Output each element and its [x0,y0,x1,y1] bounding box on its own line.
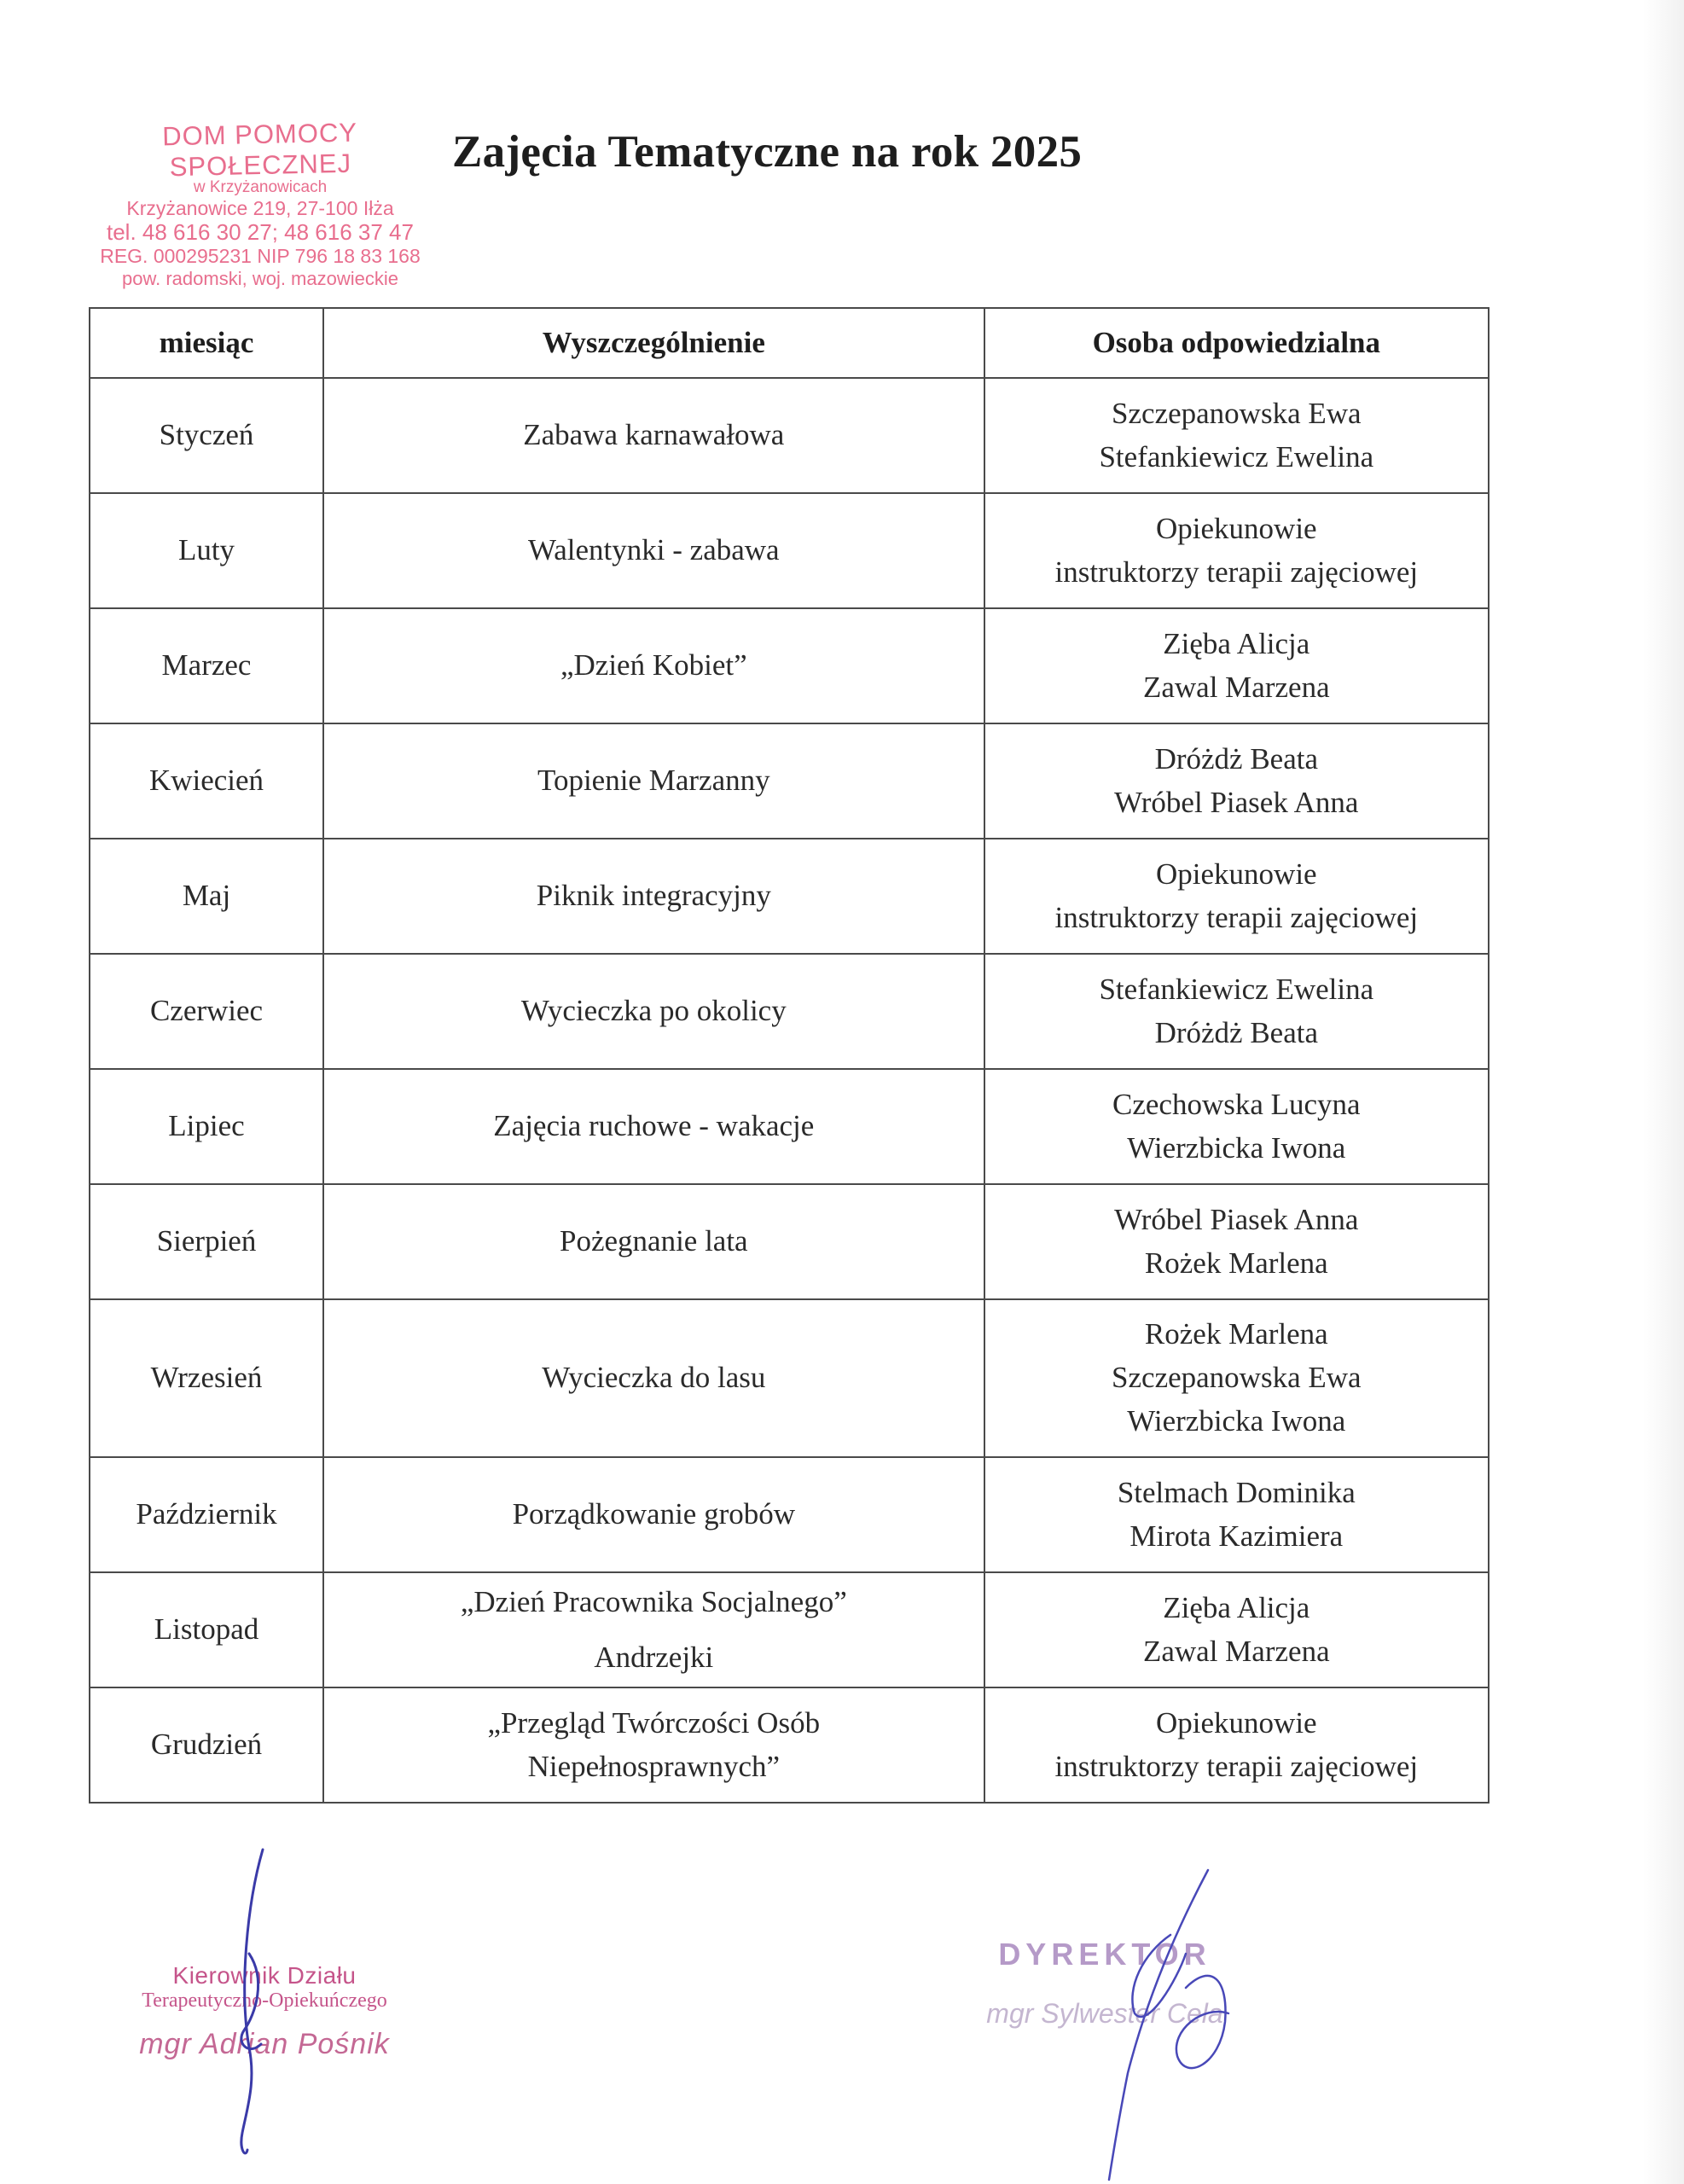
responsible-person: Stelmach Dominika [1117,1475,1356,1509]
responsible-person: Rożek Marlena [1144,1317,1328,1351]
signature-block-department-head [111,1962,418,2061]
activity-line: Porządkowanie grobów [512,1497,796,1531]
signature-role-line2: Terapeutyczno-Opiekuńczego [142,1989,387,2012]
cell-responsible [984,1687,1489,1803]
activity-line: Wycieczka po okolicy [520,994,787,1028]
responsible-person: instruktorzy terapii zajęciowej [1054,900,1419,934]
stamp-address: Krzyżanowice 219, 27-100 Iłża [126,197,394,220]
activity-line: Pożegnanie lata [560,1224,748,1258]
stamp-district: pow. radomski, woj. mazowieckie [121,267,398,289]
signature-name: mgr Sylwester Cela [986,1998,1223,2029]
responsible-person: Szczepanowska Ewa [1112,1361,1362,1395]
cell-activity [323,1184,984,1299]
responsible-person: Wierzbicka Iwona [1127,1403,1346,1438]
cell-month: Lipiec [90,1069,323,1184]
header-month: miesiąc [90,308,323,378]
activity-line: Zabawa karnawałowa [523,418,785,452]
table-row [90,1069,1489,1184]
responsible-person: Wierzbicka Iwona [1127,1130,1346,1165]
responsible-person: Zięba Alicja [1163,1590,1310,1624]
cell-month: Luty [90,493,323,608]
stamp-registry: REG. 000295231 NIP 796 18 83 168 [100,245,421,268]
responsible-person: Zięba Alicja [1163,626,1310,660]
cell-responsible [984,378,1489,493]
cell-month: Grudzień [90,1687,323,1803]
cell-activity [323,1299,984,1457]
cell-month: Kwiecień [90,723,323,839]
stamp-location: w Krzyżanowicach [193,178,328,197]
cell-month: Październik [90,1457,323,1572]
table-row [90,954,1489,1069]
responsible-person: Dróżdż Beata [1154,1015,1319,1049]
table-header-row [90,308,1489,378]
activity-line: „Dzień Kobiet” [560,648,747,682]
table-row [90,1457,1489,1572]
signature-role-line1: Kierownik Działu [172,1962,357,1989]
schedule-table [89,307,1489,1804]
activity-line: Niepełnosprawnych” [527,1749,781,1783]
responsible-person: instruktorzy terapii zajęciowej [1054,555,1419,589]
cell-activity [323,1069,984,1184]
table-row [90,1184,1489,1299]
table-row [90,608,1489,723]
activity-line: „Przegląd Twórczości Osób [487,1705,821,1740]
table-row [90,493,1489,608]
responsible-person: Zawal Marzena [1142,1634,1330,1668]
responsible-person: Wróbel Piasek Anna [1114,1202,1359,1236]
activity-line: Wycieczka do lasu [542,1361,766,1395]
responsible-person: Mirota Kazimiera [1129,1519,1344,1553]
header-activity: Wyszczególnienie [323,308,984,378]
table-row [90,1572,1489,1687]
stamp-phones: tel. 48 616 30 27; 48 616 37 47 [107,218,414,245]
responsible-person: Szczepanowska Ewa [1112,396,1362,430]
cell-activity [323,1572,984,1687]
cell-activity [323,839,984,954]
table-row [90,1687,1489,1803]
responsible-person: Wróbel Piasek Anna [1114,785,1359,819]
activity-line: Walentynki - zabawa [528,533,780,567]
responsible-person: Czechowska Lucyna [1112,1087,1361,1121]
cell-month: Marzec [90,608,323,723]
signature-role: DYREKTOR [998,1937,1211,1972]
cell-month: Listopad [90,1572,323,1687]
table-row [90,839,1489,954]
cell-activity [323,1687,984,1803]
table-row [90,378,1489,493]
activity-line: Topienie Marzanny [537,764,770,798]
cell-month: Wrzesień [90,1299,323,1457]
responsible-person: instruktorzy terapii zajęciowej [1054,1749,1419,1783]
responsible-person: Rożek Marlena [1144,1246,1328,1280]
cell-activity [323,378,984,493]
responsible-person: Opiekunowie [1156,857,1317,891]
table-body [90,378,1489,1803]
signature-block-director [964,1937,1246,2030]
cell-responsible [984,954,1489,1069]
institution-stamp [68,119,452,289]
stamp-institution-name: DOM POMOCY SPOŁECZNEJ [161,117,358,182]
table-row [90,723,1489,839]
responsible-person: Zawal Marzena [1142,670,1330,704]
table-row [90,1299,1489,1457]
cell-responsible [984,1572,1489,1687]
header-responsible: Osoba odpowiedzialna [984,308,1489,378]
cell-responsible [984,608,1489,723]
cell-responsible [984,723,1489,839]
cell-responsible [984,1457,1489,1572]
cell-month: Czerwiec [90,954,323,1069]
responsible-person: Opiekunowie [1156,511,1317,545]
responsible-person: Stefankiewicz Ewelina [1099,439,1374,473]
cell-activity [323,954,984,1069]
cell-responsible [984,1184,1489,1299]
cell-responsible [984,493,1489,608]
cell-activity [323,493,984,608]
cell-activity [323,608,984,723]
cell-month: Sierpień [90,1184,323,1299]
activity-line: Andrzejki [594,1640,714,1674]
cell-responsible [984,1069,1489,1184]
responsible-person: Stefankiewicz Ewelina [1099,972,1374,1006]
cell-month: Styczeń [90,378,323,493]
responsible-person: Dróżdż Beata [1154,741,1319,775]
cell-activity [323,723,984,839]
activity-line: Piknik integracyjny [536,879,771,913]
page-title: Zajęcia Tematyczne na rok 2025 [452,127,1083,177]
activity-line: Zajęcia ruchowe - wakacje [493,1109,815,1143]
cell-responsible [984,839,1489,954]
cell-activity [323,1457,984,1572]
cell-month: Maj [90,839,323,954]
cell-responsible [984,1299,1489,1457]
responsible-person: Opiekunowie [1156,1705,1317,1740]
activity-line: „Dzień Pracownika Socjalnego” [460,1584,847,1618]
signature-name: mgr Adrian Pośnik [139,2028,390,2060]
